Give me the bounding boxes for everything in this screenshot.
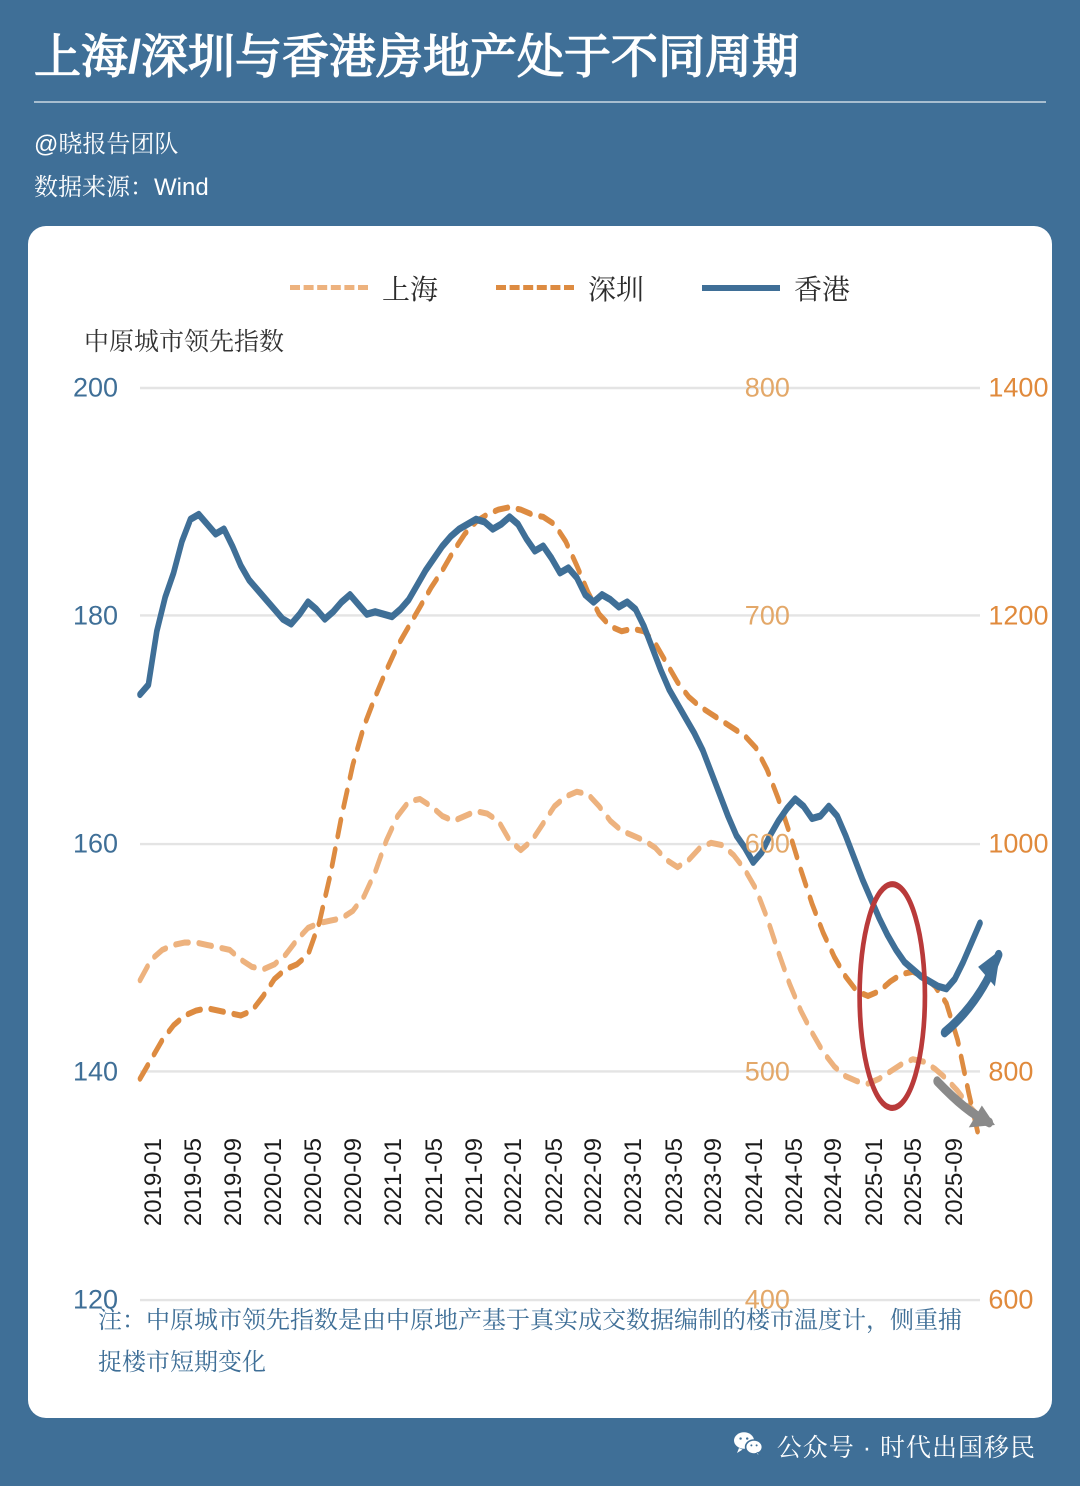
footer-label: 公众号 · 时代出国移民	[776, 1434, 1036, 1462]
tick-right-1000: 1000	[988, 828, 1049, 859]
chart-legend	[28, 268, 1052, 308]
x-tick-label: 2022-09	[580, 1137, 608, 1227]
legend-label-shenzhen: 深圳	[587, 273, 644, 305]
byline-source: 数据来源：Wind	[34, 174, 209, 202]
tick-mid-700: 700	[744, 600, 790, 631]
x-tick-label: 2025-01	[860, 1137, 888, 1227]
legend-swatch-shanghai	[290, 285, 368, 290]
tick-mid-400: 400	[744, 1284, 790, 1315]
legend-item-shanghai[interactable]	[290, 268, 438, 308]
tick-left-120: 120	[72, 1284, 118, 1315]
tick-right-600: 600	[988, 1284, 1034, 1315]
tick-right-800: 800	[988, 1056, 1034, 1087]
x-tick-label: 2024-01	[740, 1137, 768, 1227]
legend-item-hongkong[interactable]	[702, 268, 850, 308]
tick-left-140: 140	[72, 1056, 118, 1087]
legend-label-hongkong: 香港	[794, 273, 851, 305]
title-divider	[34, 101, 1046, 103]
x-tick-label: 2019-05	[180, 1137, 208, 1227]
legend-swatch-shenzhen	[496, 285, 574, 290]
x-tick-label: 2022-05	[540, 1137, 568, 1227]
legend-label-shanghai: 上海	[381, 273, 438, 305]
x-tick-label: 2024-05	[780, 1137, 808, 1227]
chart-note: 注：中原城市领先指数是由中原地产基于真实成交数据编制的楼市温度计，侧重捕捉楼市短期变化	[98, 1307, 962, 1376]
tick-right-1200: 1200	[988, 600, 1049, 631]
x-tick-label: 2020-05	[300, 1137, 328, 1227]
byline-account: @晓报告团队	[34, 130, 179, 158]
footer	[0, 1418, 1080, 1486]
x-tick-label: 2021-05	[420, 1137, 448, 1227]
tick-left-180: 180	[72, 600, 118, 631]
x-axis-labels	[140, 1138, 980, 1298]
x-tick-label: 2025-05	[900, 1137, 928, 1227]
tick-left-200: 200	[72, 372, 118, 403]
series-line-hongkong	[140, 514, 980, 988]
tick-mid-500: 500	[744, 1056, 790, 1087]
x-tick-label: 2021-01	[380, 1137, 408, 1227]
x-tick-label: 2022-01	[500, 1137, 528, 1227]
x-tick-label: 2019-01	[140, 1137, 167, 1227]
tick-left-160: 160	[72, 828, 118, 859]
x-tick-label: 2019-09	[220, 1137, 248, 1227]
x-tick-label: 2021-09	[460, 1137, 488, 1227]
tick-right-1400: 1400	[988, 372, 1049, 403]
x-tick-label: 2023-05	[660, 1137, 688, 1227]
x-tick-label: 2025-09	[940, 1137, 968, 1227]
chart-axis-caption: 中原城市领先指数	[84, 327, 285, 356]
x-tick-label: 2023-09	[700, 1137, 728, 1227]
tick-mid-600: 600	[744, 828, 790, 859]
x-tick-label: 2020-09	[339, 1137, 367, 1227]
plot-area	[28, 326, 1052, 1315]
legend-item-shenzhen[interactable]	[496, 268, 644, 308]
header	[0, 0, 1080, 208]
series-line-shanghai	[140, 792, 980, 1118]
wechat-icon	[733, 1431, 763, 1462]
x-tick-label: 2024-09	[820, 1137, 848, 1227]
x-tick-label: 2023-01	[620, 1137, 648, 1227]
x-tick-label: 2020-01	[260, 1137, 288, 1227]
hongkong-up-arrow	[945, 950, 1001, 1033]
tick-mid-800: 800	[744, 372, 790, 403]
chart-card	[28, 226, 1052, 1418]
page-title: 上海/深圳与香港房地产处于不同周期	[34, 30, 800, 83]
legend-swatch-hongkong	[702, 285, 780, 291]
